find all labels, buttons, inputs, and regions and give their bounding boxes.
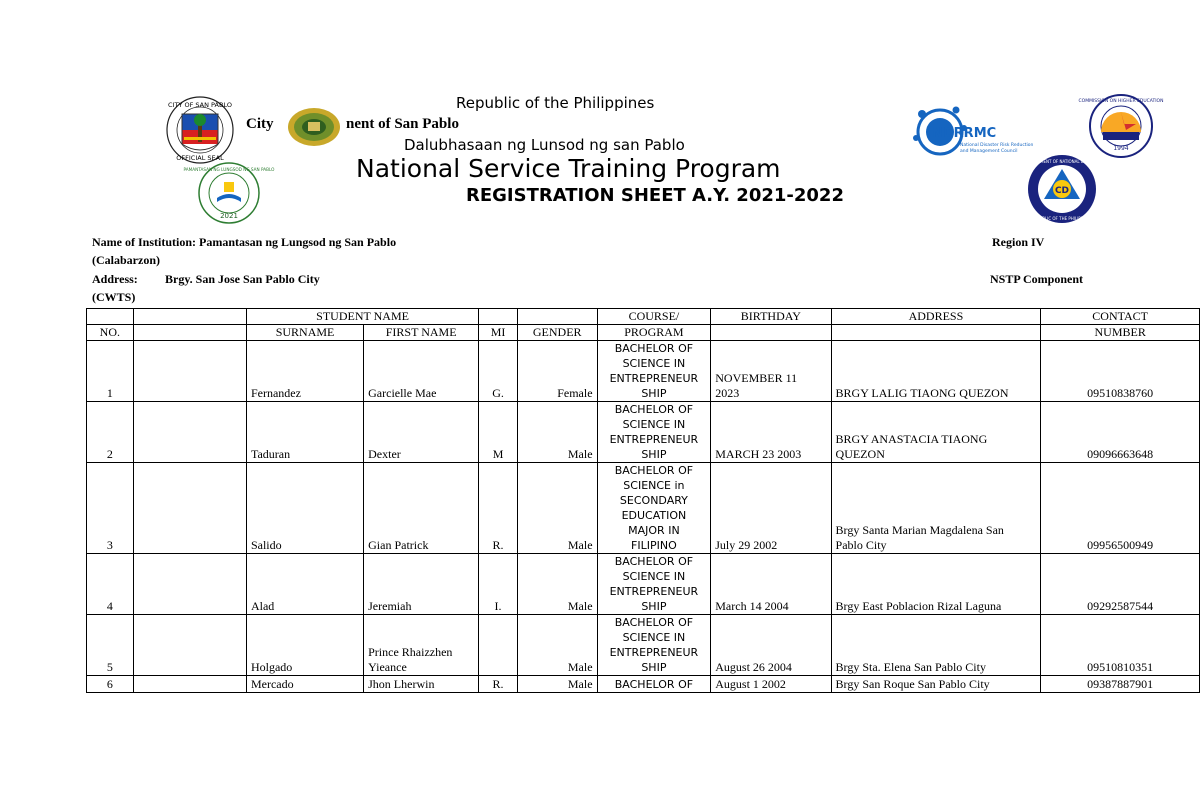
mi-cell: G. — [479, 341, 518, 402]
gender-cell: Male — [517, 676, 597, 693]
contact-cell: 09292587544 — [1041, 554, 1200, 615]
first-name-cell: Prince Rhaizzhen Yieance — [364, 615, 479, 676]
first-name-header: FIRST NAME — [364, 325, 479, 341]
contact-cell: 09956500949 — [1041, 463, 1200, 554]
dnd-ring-text-2: REPUBLIC OF THE PHILIPPINES — [1031, 216, 1093, 221]
address-cell: BRGY ANASTACIA TIAONG QUEZON — [831, 402, 1041, 463]
address-cell: Brgy Sta. Elena San Pablo City — [831, 615, 1041, 676]
first-name-cell: Garcielle Mae — [364, 341, 479, 402]
gender-cell: Male — [517, 554, 597, 615]
gender-cell: Male — [517, 615, 597, 676]
contact-cell: 09510810351 — [1041, 615, 1200, 676]
plsp-seal-logo — [183, 162, 275, 224]
region: Region IV — [992, 235, 1045, 249]
address-cell: BRGY LALIG TIAONG QUEZON — [831, 341, 1041, 402]
course-cell: BACHELOR OF SCIENCE IN ENTREPRENEUR SHIP — [597, 402, 711, 463]
surname-cell: Alad — [246, 554, 363, 615]
contact-header-1: CONTACT — [1041, 309, 1200, 325]
surname-cell: Fernandez — [246, 341, 363, 402]
surname-cell: Taduran — [246, 402, 363, 463]
table-row — [87, 615, 1200, 676]
ched-year: 1994 — [1113, 145, 1129, 152]
no-header: NO. — [87, 325, 134, 341]
course-cell: BACHELOR OF — [597, 676, 711, 693]
registration-table — [86, 308, 1200, 693]
course-cell: BACHELOR OF SCIENCE in SECONDARY EDUCATION MAJOR IN FILIPINO — [597, 463, 711, 554]
university-title: Dalubhasaan ng Lunsod ng san Pablo — [404, 136, 685, 154]
course-header-2: PROGRAM — [597, 325, 711, 341]
birthday-cell: August 1 2002 — [711, 676, 831, 693]
surname-cell: Holgado — [246, 615, 363, 676]
city-title-left: City — [246, 116, 274, 132]
birthday-header: BIRTHDAY — [711, 309, 831, 325]
ndrrmc-logo — [908, 98, 1058, 162]
gender-cell: Female — [517, 341, 597, 402]
registration-sheet-title: REGISTRATION SHEET A.Y. 2021-2022 — [466, 185, 844, 206]
republic-title: Republic of the Philippines — [456, 94, 655, 112]
mi-cell: R. — [479, 463, 518, 554]
san-pablo-seal-top-text: CITY OF SAN PABLO — [168, 101, 232, 109]
contact-header-2: NUMBER — [1041, 325, 1200, 341]
table-header-row-1 — [87, 309, 1200, 325]
ched-ring-text: COMMISSION ON HIGHER EDUCATION — [1078, 99, 1164, 104]
birthday-cell: July 29 2002 — [711, 463, 831, 554]
gender-cell: Male — [517, 402, 597, 463]
gender-header: GENDER — [517, 325, 597, 341]
address-value: Brgy. San Jose San Pablo City — [165, 272, 320, 286]
row-number: 3 — [87, 463, 134, 554]
row-number: 1 — [87, 341, 134, 402]
mi-cell: R. — [479, 676, 518, 693]
birthday-cell: August 26 2004 — [711, 615, 831, 676]
course-header-1: COURSE/ — [597, 309, 711, 325]
ched-logo — [1076, 94, 1166, 158]
first-name-cell: Dexter — [364, 402, 479, 463]
city-government-seal-logo — [286, 106, 342, 148]
ndrrmc-line2: and Management Council — [960, 149, 1018, 154]
institution-name: Name of Institution: Pamantasan ng Lungsod ng San Pablo — [92, 235, 397, 249]
ndrrmc-name: NDRRMC — [932, 126, 997, 141]
table-row — [87, 676, 1200, 693]
surname-cell: Salido — [246, 463, 363, 554]
plsp-seal-year: 2021 — [220, 212, 238, 220]
table-row — [87, 463, 1200, 554]
address-cell: Brgy East Poblacion Rizal Laguna — [831, 554, 1041, 615]
table-row — [87, 554, 1200, 615]
row-number: 5 — [87, 615, 134, 676]
dnd-ring-text: DEPARTMENT OF NATIONAL DEFENSE — [1024, 159, 1100, 164]
first-name-cell: Jeremiah — [364, 554, 479, 615]
row-number: 6 — [87, 676, 134, 693]
mi-cell — [479, 615, 518, 676]
contact-cell: 09096663648 — [1041, 402, 1200, 463]
table-header-row-2 — [87, 325, 1200, 341]
course-cell: BACHELOR OF SCIENCE IN ENTREPRENEUR SHIP — [597, 615, 711, 676]
row-number: 2 — [87, 402, 134, 463]
city-title-right: nent of San Pablo — [346, 116, 459, 132]
surname-header: SURNAME — [246, 325, 363, 341]
birthday-cell: MARCH 23 2003 — [711, 402, 831, 463]
address-cell: Brgy Santa Marian Magdalena San Pablo City — [831, 463, 1041, 554]
nstp-component-value: (CWTS) — [92, 290, 136, 304]
plsp-seal-ring-text: PAMANTASAN NG LUNGSOD NG SAN PABLO — [183, 167, 275, 172]
address-label: Address: — [92, 272, 138, 286]
gender-cell: Male — [517, 463, 597, 554]
program-title: National Service Training Program — [356, 154, 781, 183]
san-pablo-seal-logo — [158, 96, 242, 164]
mi-cell: M — [479, 402, 518, 463]
course-cell: BACHELOR OF SCIENCE IN ENTREPRENEUR SHIP — [597, 554, 711, 615]
surname-cell: Mercado — [246, 676, 363, 693]
row-number: 4 — [87, 554, 134, 615]
ndrrmc-line1: National Disaster Risk Reduction — [960, 143, 1034, 148]
first-name-cell: Jhon Lherwin — [364, 676, 479, 693]
san-pablo-seal-bottom-text: OFFICIAL SEAL — [176, 154, 224, 162]
address-header: ADDRESS — [831, 309, 1041, 325]
contact-cell: 09510838760 — [1041, 341, 1200, 402]
mi-header: MI — [479, 325, 518, 341]
mi-cell: I. — [479, 554, 518, 615]
region-name: (Calabarzon) — [92, 253, 160, 267]
birthday-cell: March 14 2004 — [711, 554, 831, 615]
course-cell: BACHELOR OF SCIENCE IN ENTREPRENEUR SHIP — [597, 341, 711, 402]
table-row — [87, 341, 1200, 402]
contact-cell: 09387887901 — [1041, 676, 1200, 693]
table-row — [87, 402, 1200, 463]
student-name-header: STUDENT NAME — [246, 309, 478, 325]
address-cell: Brgy San Roque San Pablo City — [831, 676, 1041, 693]
first-name-cell: Gian Patrick — [364, 463, 479, 554]
nstp-component-label: NSTP Component — [990, 272, 1084, 286]
dnd-center-text: CD — [1054, 186, 1070, 196]
dnd-logo — [1022, 154, 1102, 224]
birthday-cell: NOVEMBER 11 2023 — [711, 341, 831, 402]
